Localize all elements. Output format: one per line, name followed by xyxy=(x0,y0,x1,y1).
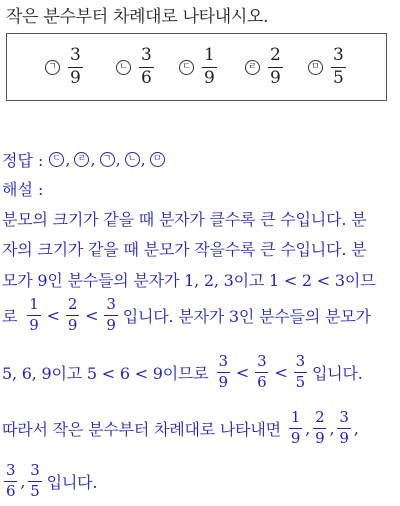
explanation-line-7: $\frac{3}{6}$ , $\frac{3}{5}$ 입니다. xyxy=(6,461,98,500)
choice-5 xyxy=(308,34,346,100)
circled-mark: ㄴ xyxy=(125,152,140,167)
fraction: $\frac{1}{9}$ xyxy=(29,295,39,334)
fraction: $\frac{3}{9}$ xyxy=(70,44,81,88)
circled-mark: ㄷ xyxy=(179,60,194,75)
fraction: $\frac{3}{9}$ xyxy=(106,295,116,334)
choice-3 xyxy=(179,34,217,100)
choices-box xyxy=(6,33,387,101)
fraction: $\frac{3}{6}$ xyxy=(6,461,16,500)
explanation-line-2: 자의 크기가 같을 때 분모가 작을수록 큰 수입니다. 분 xyxy=(2,240,367,259)
fraction: $\frac{3}{6}$ xyxy=(257,352,267,391)
fraction: $\frac{3}{5}$ xyxy=(30,461,40,500)
question-text: 작은 분수부터 차례대로 나타내시오. xyxy=(6,7,269,27)
circled-mark: ㄹ xyxy=(245,60,260,75)
explanation-line-1: 분모의 크기가 같을 때 분자가 클수록 큰 수입니다. 분 xyxy=(2,210,367,229)
answer-label: 정답 : xyxy=(2,151,44,170)
circled-mark: ㄱ xyxy=(100,152,115,167)
fraction: $\frac{1}{9}$ xyxy=(204,44,215,88)
explanation-line-3: 모가 9인 분수들의 분자가 1, 2, 3이고 1 < 2 < 3이므 xyxy=(2,271,376,290)
fraction: $\frac{3}{5}$ xyxy=(295,352,306,391)
fraction: $\frac{1}{9}$ xyxy=(290,408,301,447)
explanation-label: 해설 : xyxy=(2,180,44,199)
fraction: $\frac{3}{5}$ xyxy=(333,44,344,88)
explanation-line-4: 로 $\frac{1}{9}$ < $\frac{2}{9}$ < $\frac{3}{9}$ 입니다. 분자가 3인 분수들의 분모가 xyxy=(2,295,371,334)
circled-mark: ㄷ xyxy=(49,152,64,167)
circled-mark: ㄴ xyxy=(116,60,131,75)
explanation-line-5: 5, 6, 9이고 5 < 6 < 9이므로 $\frac{3}{9}$ < $\frac{3}{6}$ < $\frac{3}{5}$ 입니다. xyxy=(2,352,363,391)
circled-mark: ㅁ xyxy=(150,152,165,167)
fraction: $\frac{3}{6}$ xyxy=(141,44,152,88)
circled-mark: ㄱ xyxy=(45,60,60,75)
choice-4 xyxy=(245,34,283,100)
circled-mark: ㄹ xyxy=(74,152,89,167)
circled-mark: ㅁ xyxy=(308,60,323,75)
fraction: $\frac{3}{9}$ xyxy=(218,352,228,391)
choice-2 xyxy=(116,34,154,100)
fraction: $\frac{2}{9}$ xyxy=(315,408,325,447)
fraction: $\frac{3}{9}$ xyxy=(339,408,349,447)
answer-line: 정답 : ㄷ , ㄹ , ㄱ , ㄴ , ㅁ xyxy=(2,148,165,171)
fraction: $\frac{2}{9}$ xyxy=(270,44,281,88)
explanation-line-6: 따라서 작은 분수부터 차례대로 나타내면 $\frac{1}{9}$ , $\frac{2}{9}$ , $\frac{3}{9}$ , xyxy=(2,408,359,447)
fraction: $\frac{2}{9}$ xyxy=(67,295,78,334)
choice-1 xyxy=(45,34,83,100)
